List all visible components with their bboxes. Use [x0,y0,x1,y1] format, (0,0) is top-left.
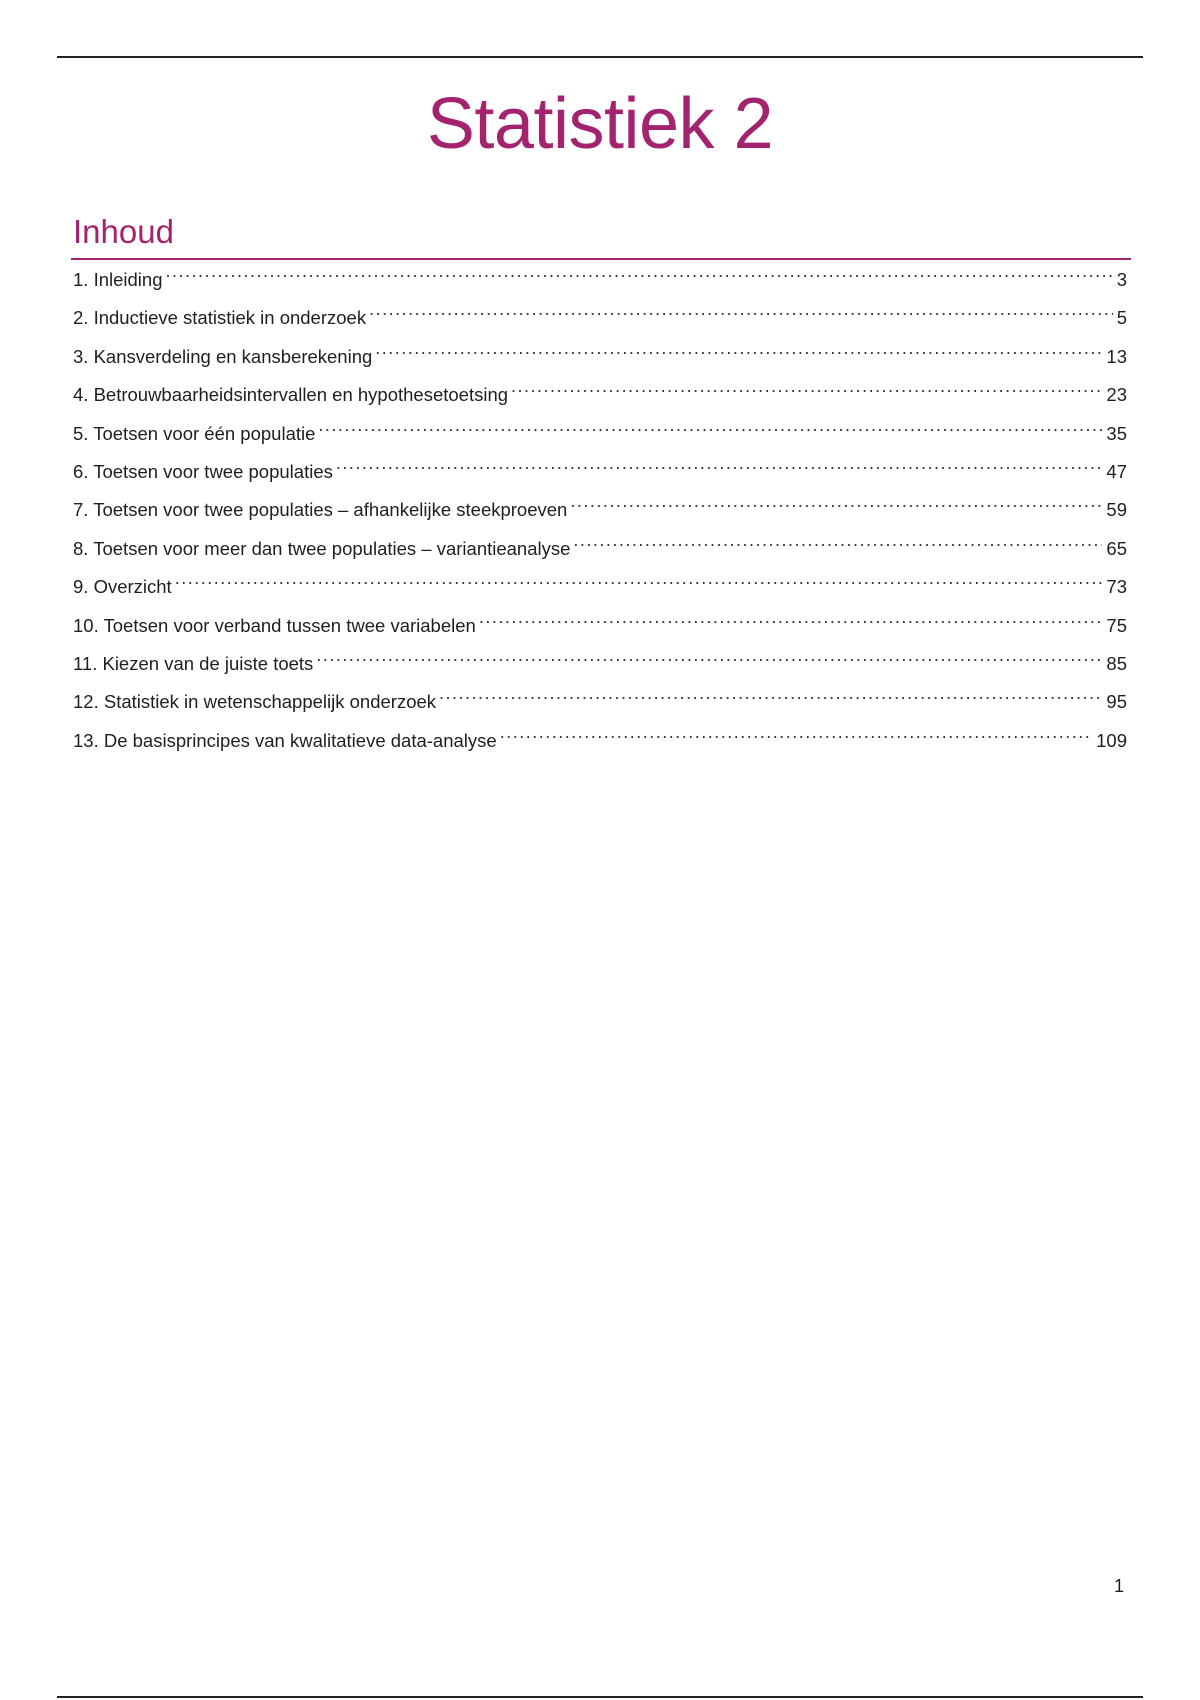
toc-dot-leader [318,416,1102,440]
toc-entry-label: 13. De basisprincipes van kwalitatieve data-analyse [73,729,497,751]
toc-dot-leader [511,377,1102,401]
toc-heading: Inhoud [73,213,174,250]
toc-entry-page: 95 [1106,691,1127,713]
toc-entry-overzicht[interactable] [73,569,1127,607]
document-title: Statistiek 2 [426,84,774,164]
toc-dot-leader [479,608,1103,632]
toc-dot-leader [570,492,1102,516]
header-rule [57,56,1143,58]
toc-entry-page: 75 [1106,614,1127,636]
toc-dot-leader [336,454,1103,478]
toc-entry-wetenschappelijk-onderzoek[interactable] [73,684,1127,722]
toc-entry-page: 3 [1116,269,1127,290]
toc-entry-inleiding[interactable] [73,262,1127,300]
toc-entry-label: 3. Kansverdeling en kansberekening [73,345,373,367]
toc-entry-label: 5. Toetsen voor één populatie [73,422,316,444]
toc-entry-juiste-toets[interactable] [73,646,1127,684]
footer-rule [57,1696,1143,1698]
toc-dot-leader [500,723,1092,747]
toc-entry-page: 35 [1106,422,1127,444]
toc-dot-leader [375,339,1102,363]
toc-dot-leader [175,569,1103,593]
toc-entry-betrouwbaarheidsintervallen[interactable] [73,377,1127,415]
toc-entry-kwalitatieve-data-analyse[interactable] [73,723,1127,761]
toc-entry-page: 59 [1106,499,1127,521]
toc-entry-label: 7. Toetsen voor twee populaties – afhankelijke steekproeven [73,499,568,521]
toc-entry-page: 5 [1116,307,1127,329]
toc-entry-label: 6. Toetsen voor twee populaties [73,460,333,482]
toc-entry-label: 10. Toetsen voor verband tussen twee variabelen [73,614,476,636]
toc-entry-label: 1. Inleiding [73,269,163,290]
toc-entry-page: 13 [1106,345,1127,367]
toc-dot-leader [369,300,1113,324]
toc-entry-page: 73 [1106,576,1127,598]
toc-entry-label: 2. Inductieve statistiek in onderzoek [73,307,367,329]
toc-entry-inductieve-statistiek[interactable] [73,300,1127,338]
toc-entry-page: 109 [1096,729,1127,751]
toc-entry-variantieanalyse[interactable] [73,531,1127,569]
toc-entry-label: 8. Toetsen voor meer dan twee populaties – variantieanalyse [73,537,571,559]
toc-entry-verband-variabelen[interactable] [73,608,1127,646]
toc-entry-label: 12. Statistiek in wetenschappelijk onderzoek [73,691,437,713]
toc-dot-leader [316,646,1102,670]
toc-entry-label: 9. Overzicht [73,576,172,598]
toc-entry-afhankelijke-steekproeven[interactable] [73,492,1127,530]
toc-entry-label: 11. Kiezen van de juiste toets [73,652,314,674]
page-number: 1 [1113,1576,1124,1596]
toc-entry-page: 65 [1106,537,1127,559]
table-of-contents [73,262,1127,761]
toc-dot-leader [165,262,1112,286]
toc-dot-leader [573,531,1102,555]
toc-entry-page: 23 [1106,384,1127,406]
toc-entry-kansverdeling[interactable] [73,339,1127,377]
toc-entry-een-populatie[interactable] [73,416,1127,454]
toc-dot-leader [439,684,1102,708]
toc-heading-rule [71,258,1131,260]
toc-entry-page: 47 [1106,460,1127,482]
toc-entry-label: 4. Betrouwbaarheidsintervallen en hypothesetoetsing [73,384,509,406]
toc-entry-page: 85 [1106,652,1127,674]
toc-entry-twee-populaties[interactable] [73,454,1127,492]
